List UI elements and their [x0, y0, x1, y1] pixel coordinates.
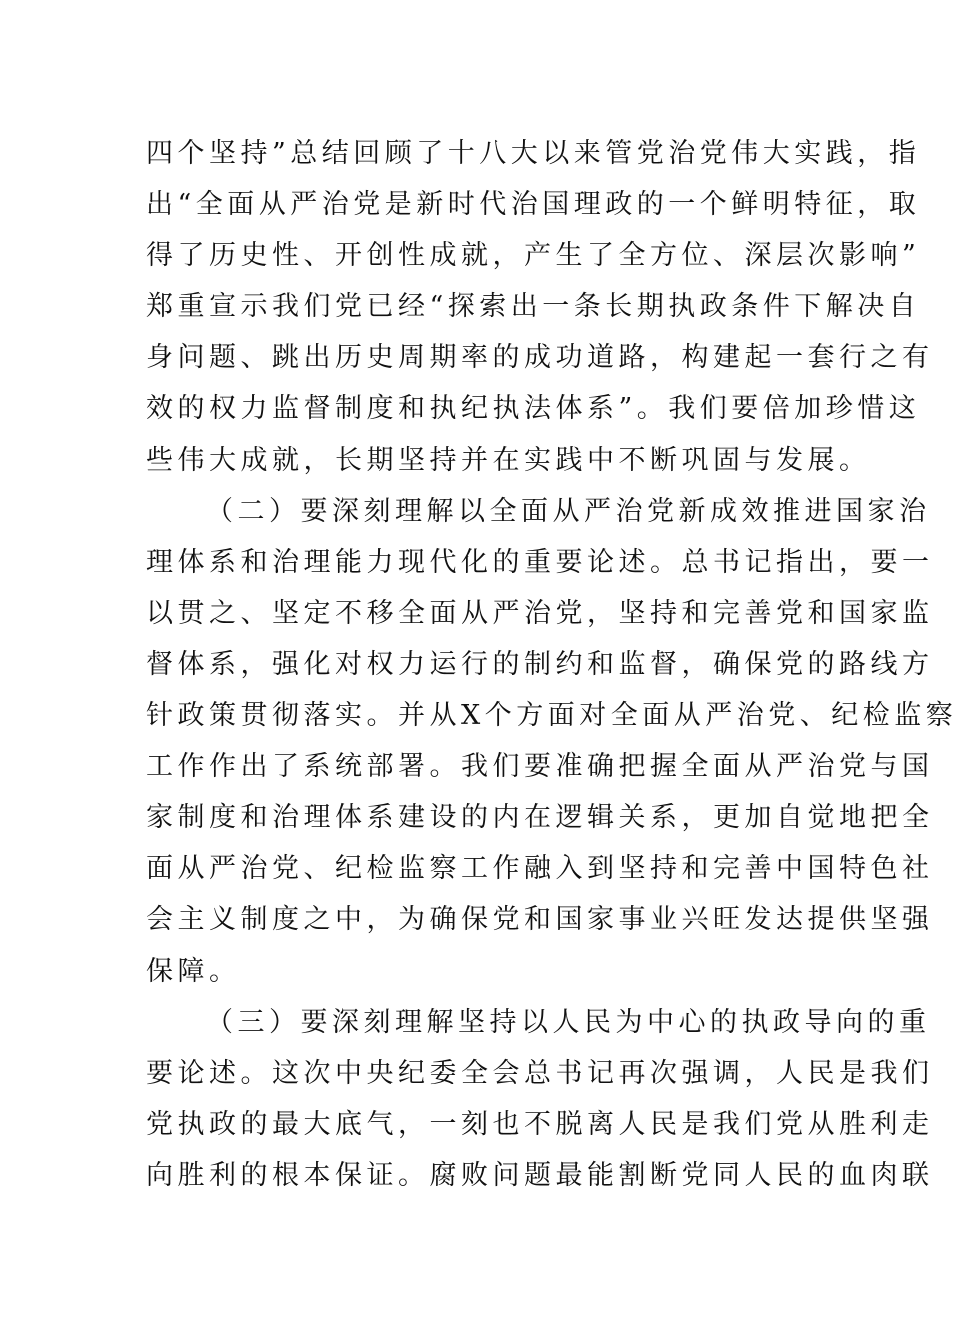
section-heading-2-line: （二）要深刻理解以全面从严治党新成效推进国家治	[206, 495, 931, 527]
body-line: 理体系和治理能力现代化的重要论述。总书记指出，要一	[146, 546, 934, 578]
body-line: 要论述。这次中央纪委全会总书记再次强调，人民是我们	[146, 1057, 934, 1089]
body-line: 郑重宣示我们党已经“探索出一条长期执政条件下解决自	[146, 291, 921, 323]
body-line: 督体系，强化对权力运行的制约和监督，确保党的路线方	[146, 648, 934, 680]
body-line: 面从严治党、纪检监察工作融入到坚持和完善中国特色社	[146, 853, 934, 885]
body-line: 保障。	[146, 955, 241, 987]
body-line: 向胜利的根本保证。腐败问题最能割断党同人民的血肉联	[146, 1159, 934, 1191]
section-heading-3-line: （三）要深刻理解坚持以人民为中心的执政导向的重	[206, 1006, 931, 1038]
body-line: 工作作出了系统部署。我们要准确把握全面从严治党与国	[146, 751, 934, 783]
document-body	[146, 128, 957, 1201]
body-line: 出“全面从严治党是新时代治国理政的一个鲜明特征，取	[146, 189, 921, 221]
body-line: 针政策贯彻落实。并从X个方面对全面从严治党、纪检监察	[146, 700, 957, 732]
body-line: 以贯之、坚定不移全面从严治党，坚持和完善党和国家监	[146, 597, 934, 629]
body-line: 得了历史性、开创性成就，产生了全方位、深层次影响”	[146, 240, 921, 272]
body-line: 党执政的最大底气，一刻也不脱离人民是我们党从胜利走	[146, 1108, 934, 1140]
body-line: 效的权力监督制度和执纪执法体系”。我们要倍加珍惜这	[146, 393, 921, 425]
body-line: 些伟大成就，长期坚持并在实践中不断巩固与发展。	[146, 444, 871, 476]
body-line: 家制度和治理体系建设的内在逻辑关系，更加自觉地把全	[146, 802, 934, 834]
body-line: 会主义制度之中，为确保党和国家事业兴旺发达提供坚强	[146, 904, 934, 936]
body-line: 身问题、跳出历史周期率的成功道路，构建起一套行之有	[146, 342, 934, 374]
body-line: 四个坚持”总结回顾了十八大以来管党治党伟大实践，指	[146, 138, 921, 169]
